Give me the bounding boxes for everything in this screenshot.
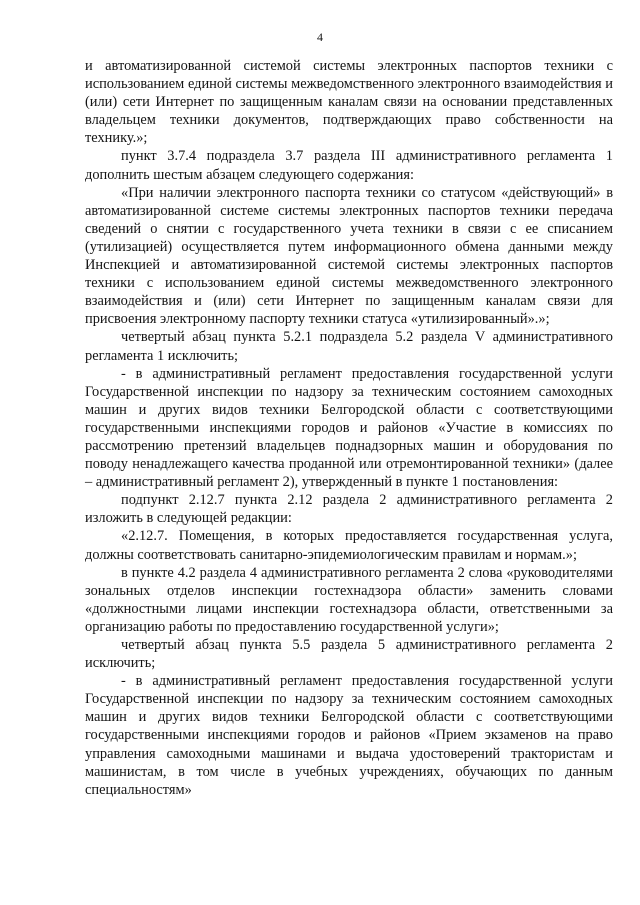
paragraph: подпункт 2.12.7 пункта 2.12 раздела 2 административного регламента 2 изложить в следующей редакции: [85,492,613,527]
paragraph: - в административный регламент предоставления государственной услуги Государственной инспекции по надзору за техническим состоянием самоходных машин и других видов техники Белгородской области с соответствующими государственными инспекциями городов и районов «Участие в комиссиях по рассмотрению претензий владельцев поднадзорных машин и оборудования по поводу ненадлежащего качества проданной или отремонтированной техники» (далее – административный регламент 2), утвержденный в пункте 1 постановления: [85,365,613,491]
paragraph: четвертый абзац пункта 5.2.1 подраздела 5.2 раздела V административного регламента 1 исключить; [85,329,613,364]
paragraph: четвертый абзац пункта 5.5 раздела 5 административного регламента 2 исключить; [85,637,613,672]
paragraph: «2.12.7. Помещения, в которых предоставляется государственная услуга, должны соответствовать санитарно-эпидемиологическим правилам и нормам.»; [85,528,613,563]
paragraph: пункт 3.7.4 подраздела 3.7 раздела III административного регламента 1 дополнить шестым абзацем следующего содержания: [85,148,613,183]
page-number: 4 [317,30,323,44]
paragraph: - в административный регламент предоставления государственной услуги Государственной инспекции по надзору за техническим состоянием самоходных машин и других видов техники Белгородской области с соответствующими государственными инспекциями городов и районов «Прием экзаменов на право управления самоходными машинами и выдача удостоверений трактористам и машинистам, в том числе в учебных учреждениях, обучающих по данным специальностям» [85,673,613,798]
paragraph: в пункте 4.2 раздела 4 административного регламента 2 слова «руководителями зональных отделов инспекции гостехнадзора области» заменить словами «должностными лицами инспекции гостехнадзора области, ответственными за организацию работы по предоставлению государственной услуги»; [85,564,613,635]
paragraph: «При наличии электронного паспорта техники со статусом «действующий» в автоматизированной системе системы электронных паспортов техники передача сведений о снятии с государственного учета техники в связи с ее списанием (утилизацией) осуществляется путем информационного обмена данными между Инспекцией и автоматизированной системой системы электронных паспортов техники с использованием единой системы межведомственного электронного взаимодействия и (или) сети Интернет по защищенным каналам связи для присвоения электронному паспорту техники статуса «утилизированный».»; [85,184,613,328]
paragraph: и автоматизированной системой системы электронных паспортов техники с использованием единой системы межведомственного электронного взаимодействия и (или) сети Интернет по защищенным каналам связи на основании представленных владельцем техники документов, подтверждающих право собственности на технику.»; [85,58,613,147]
document-body [85,57,613,799]
